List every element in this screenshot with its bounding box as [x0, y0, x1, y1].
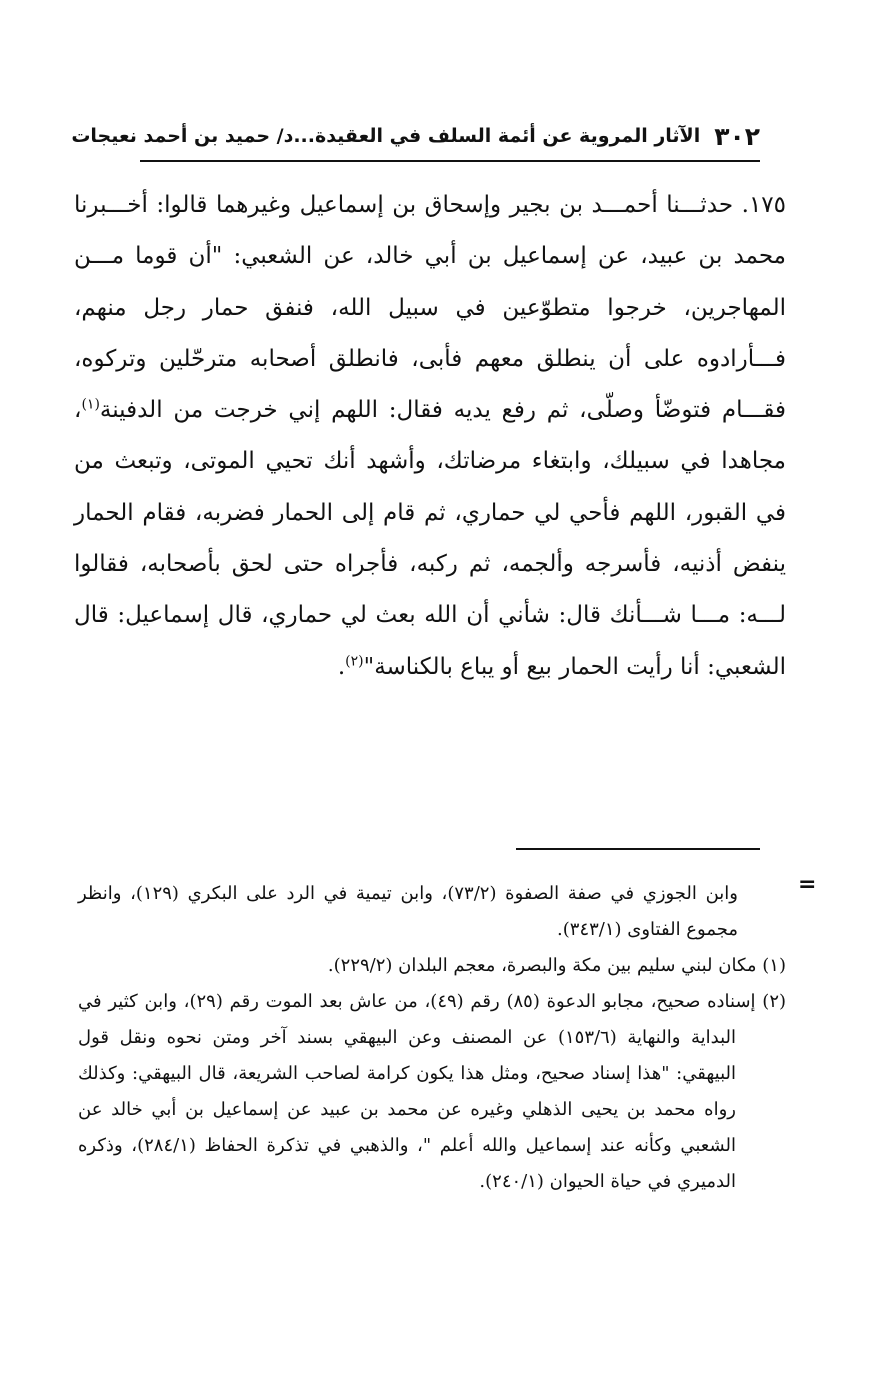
footnote-1: (١) مكان لبني سليم بين مكة والبصرة، معجم البلدان (٢٢٩/٢). — [327, 955, 786, 976]
hadith-paragraph — [74, 180, 786, 693]
footnote-ref-2[interactable]: (٢) — [345, 653, 364, 670]
paragraph-text: ١٧٥. حدثـــنا أحمـــد بن بجير وإسحاق بن إسماعيل وغيرهما قالوا: أخـــبرنا محمد بن عبيد، عن إسماعيل بن أبي خالد، عن الشعبي: "أن قوما مـــن المهاجرين، خرجوا متطوّعين في سبيل الله، فنفق حمار رجل منهم، فـــأرادوه على أن ينطلق معهم فأبى، فانطلق أصحابه مترحّلين وتركوه، فقـــام فتوضّأ وصلّى، ثم رفع يديه فقال: اللهم إني خرجت من الدفينة — [74, 192, 786, 424]
paragraph-text-cont: ، مجاهدا في سبيلك، وابتغاء مرضاتك، وأشهد أنك تحيي الموتى، وتبعث من في القبور، اللهم فأحي لي حماري، ثم قام إلى الحمار فضربه، فقام الحمار ينفض أذنيه، فأسرجه وألجمه، ثم ركبه، فأجراه حتى لحق بأصحابه، فقالوا لـــه: مـــا شـــأنك قال: شأني أن الله بعث لي حماري، قال إسماعيل: قال الشعبي: أنا رأيت الحمار بيع أو يباع بالكناسة" — [74, 397, 786, 680]
main-text — [74, 180, 786, 693]
footnote-2: (٢) إسناده صحيح، مجابو الدعوة (٨٥) رقم (٤٩)، من عاش بعد الموت رقم (٢٩)، وابن كثير في البداية والنهاية (١٥٣/٦) عن المصنف وعن البيهقي بسند آخر ومتن نحوه ونقل قول البيهقي: "هذا إسناد صحيح، ومثل هذا يكون كرامة لصاحب الشريعة، قال البيهقي: وكذلك رواه محمد بن يحيى الذهلي وغيره عن محمد بن عبيد عن إسماعيل بن أبي خالد عن الشعبي وكأنه عند إسماعيل والله أعلم "، والذهبي في تذكرة الحفاظ (٢٨٤/١)، وذكره الدميري في حياة الحيوان (٢٤٠/١). — [78, 991, 787, 1192]
footnote-separator — [516, 848, 760, 850]
running-title: الآثار المروية عن أئمة السلف في العقيدة...د/ حميد بن أحمد نعيجات — [71, 125, 701, 147]
page-number: ٣٠٢ — [714, 121, 760, 151]
continuation-mark: = — [798, 872, 817, 897]
footnotes — [78, 876, 788, 1200]
paragraph-end: . — [337, 653, 346, 680]
header-rule — [140, 160, 760, 162]
footnote-continuation: وابن الجوزي في صفة الصفوة (٧٣/٢)، وابن تيمية في الرد على البكري (١٢٩)، وانظر مجموع الفتاوى (٣٤٣/١). — [78, 883, 738, 940]
footnote-ref-1[interactable]: (١) — [81, 396, 100, 413]
page-header — [71, 116, 760, 156]
